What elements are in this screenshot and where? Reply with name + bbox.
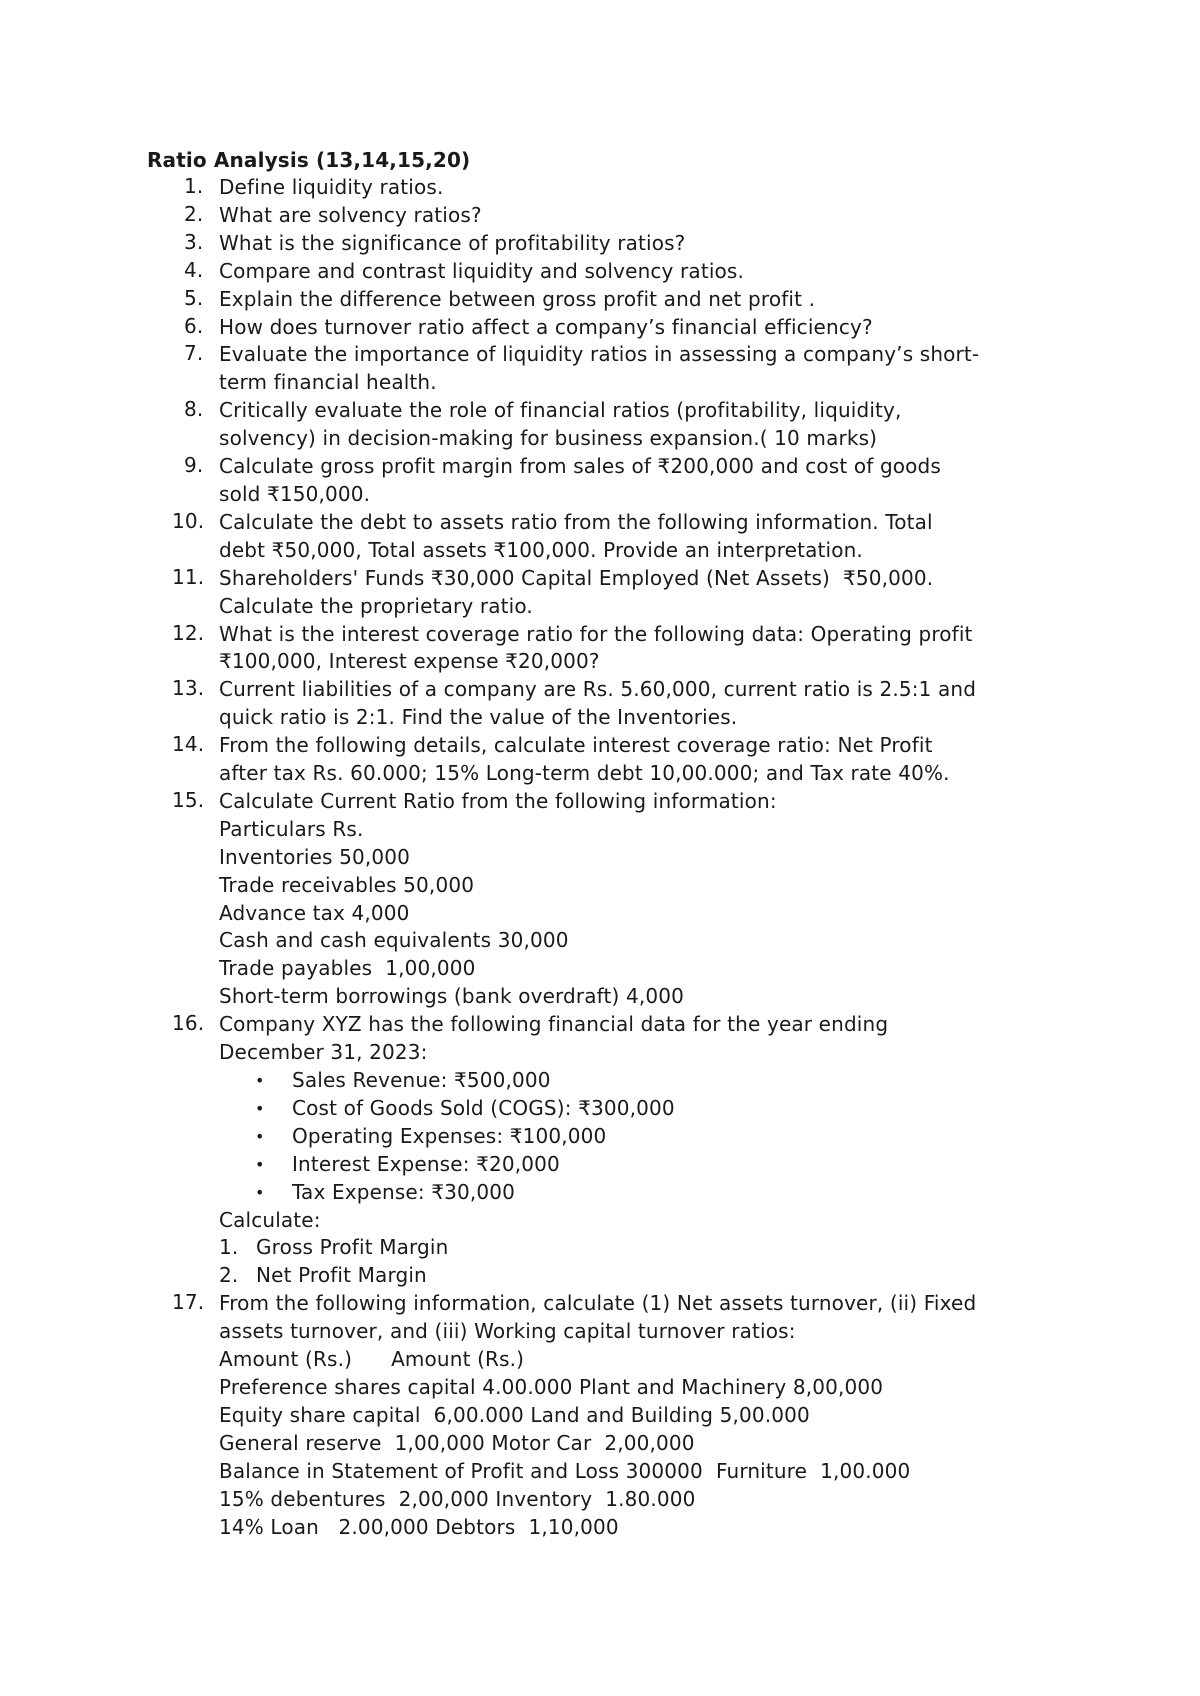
question-3 [147, 230, 1067, 258]
q16-calculate-label: Calculate: [219, 1207, 321, 1232]
question-text [219, 732, 1067, 788]
bullet-dot-icon: • [255, 1071, 265, 1090]
question-text [219, 202, 1067, 230]
text-line: debt ₹50,000, Total assets ₹100,000. Provide an interpretation. [219, 537, 863, 562]
question-text [219, 676, 1067, 732]
text-line: Trade receivables 50,000 [219, 872, 475, 897]
question-2 [147, 202, 1067, 230]
text-line: Inventories 50,000 [219, 844, 411, 869]
sub-item-number: 1. [219, 1235, 239, 1260]
bullet-text: Operating Expenses: ₹100,000 [292, 1123, 607, 1148]
text-line: Equity share capital 6,00.000 Land and Building 5,00.000 [219, 1402, 810, 1427]
question-13 [147, 676, 1067, 732]
question-text [219, 230, 1067, 258]
question-number: 7. [184, 341, 204, 366]
bullet-dot-icon: • [255, 1126, 265, 1146]
text-line: Amount (Rs.) Amount (Rs.) [219, 1347, 525, 1372]
question-text [219, 1011, 1067, 1067]
text-line: Explain the difference between gross profit and net profit . [219, 286, 816, 311]
question-7 [147, 341, 1067, 397]
text-line: Calculate gross profit margin from sales of ₹200,000 and cost of goods [219, 454, 941, 479]
bullet-dot-icon: • [255, 1182, 265, 1202]
question-number: 16. [172, 1011, 205, 1036]
question-text [219, 314, 1067, 342]
question-number: 14. [172, 732, 205, 757]
text-line: Preference shares capital 4.00.000 Plant and Machinery 8,00,000 [219, 1374, 884, 1399]
text-line: ₹100,000, Interest expense ₹20,000? [219, 649, 600, 674]
question-number: 17. [172, 1290, 205, 1315]
text-line: What are solvency ratios? [219, 202, 482, 227]
text-line: Company XYZ has the following financial data for the year ending [219, 1012, 889, 1037]
document-title: Ratio Analysis (13,14,15,20) [147, 148, 471, 172]
question-number: 11. [172, 564, 205, 589]
text-line: 15% debentures 2,00,000 Inventory 1.80.000 [219, 1486, 696, 1511]
question-text [219, 788, 1067, 1011]
question-number: 4. [184, 257, 204, 282]
question-10 [147, 509, 1067, 565]
text-line: 14% Loan 2.00,000 Debtors 1,10,000 [219, 1514, 619, 1539]
bullet-text: Tax Expense: ₹30,000 [292, 1179, 516, 1204]
text-line: What is the significance of profitability ratios? [219, 230, 686, 255]
sub-item-text: Gross Profit Margin [256, 1235, 449, 1260]
question-text [219, 174, 1067, 202]
text-line: Shareholders' Funds ₹30,000 Capital Employed (Net Assets) ₹50,000. [219, 565, 934, 590]
bullet-text: Interest Expense: ₹20,000 [292, 1151, 560, 1176]
question-number: 9. [184, 453, 204, 478]
text-line: From the following information, calculate (1) Net assets turnover, (ii) Fixed [219, 1291, 977, 1316]
q16-details [147, 1067, 1067, 1290]
text-line: Calculate the debt to assets ratio from the following information. Total [219, 509, 933, 534]
question-text [219, 258, 1067, 286]
question-17 [147, 1290, 1067, 1541]
text-line: From the following details, calculate interest coverage ratio: Net Profit [219, 733, 933, 758]
q16-bullet-list [219, 1067, 1067, 1207]
bullet-item [219, 1067, 1067, 1095]
q16-sub-list [219, 1234, 1067, 1290]
sub-item-text: Net Profit Margin [256, 1263, 427, 1288]
question-text [219, 397, 1067, 453]
text-line: Calculate Current Ratio from the following information: [219, 788, 777, 813]
question-6 [147, 314, 1067, 342]
question-16 [147, 1011, 1067, 1067]
question-number: 6. [184, 313, 204, 338]
question-1 [147, 174, 1067, 202]
text-line: December 31, 2023: [219, 1040, 428, 1065]
text-line: Advance tax 4,000 [219, 900, 410, 925]
text-line: How does turnover ratio affect a company’s financial efficiency? [219, 314, 873, 339]
bullet-item [219, 1151, 1067, 1179]
document-page [147, 146, 1067, 1541]
text-line: Critically evaluate the role of financial ratios (profitability, liquidity, [219, 398, 902, 423]
question-number: 2. [184, 201, 204, 226]
question-text [219, 509, 1067, 565]
question-text [219, 341, 1067, 397]
text-line: solvency) in decision-making for business expansion.( 10 marks) [219, 426, 878, 451]
text-line: General reserve 1,00,000 Motor Car 2,00,000 [219, 1430, 695, 1455]
sub-item [219, 1234, 1067, 1262]
text-line: Calculate the proprietary ratio. [219, 593, 533, 618]
text-line: Evaluate the importance of liquidity ratios in assessing a company’s short- [219, 342, 980, 367]
text-line: Trade payables 1,00,000 [219, 956, 476, 981]
question-text [219, 1290, 1067, 1541]
text-line: Particulars Rs. [219, 816, 364, 841]
question-number: 8. [184, 397, 204, 422]
question-number: 13. [172, 676, 205, 701]
question-number: 5. [184, 285, 204, 310]
question-9 [147, 453, 1067, 509]
question-text [219, 286, 1067, 314]
sub-item [219, 1262, 1067, 1290]
question-15 [147, 788, 1067, 1011]
question-list [147, 174, 1067, 1067]
question-number: 10. [172, 508, 205, 533]
text-line: Short-term borrowings (bank overdraft) 4,000 [219, 984, 684, 1009]
question-5 [147, 286, 1067, 314]
text-line: assets turnover, and (iii) Working capital turnover ratios: [219, 1319, 796, 1344]
bullet-item [219, 1179, 1067, 1207]
sub-item-number: 2. [219, 1263, 239, 1288]
question-number: 12. [172, 620, 205, 645]
text-line: What is the interest coverage ratio for the following data: Operating profit [219, 621, 973, 646]
question-14 [147, 732, 1067, 788]
bullet-text: Sales Revenue: ₹500,000 [292, 1068, 551, 1092]
question-12 [147, 621, 1067, 677]
question-8 [147, 397, 1067, 453]
text-line: Compare and contrast liquidity and solvency ratios. [219, 258, 744, 283]
bullet-item [219, 1123, 1067, 1151]
question-text [219, 621, 1067, 677]
text-line: after tax Rs. 60.000; 15% Long-term debt 10,00.000; and Tax rate 40%. [219, 761, 950, 786]
text-line: Balance in Statement of Profit and Loss 300000 Furniture 1,00.000 [219, 1458, 911, 1483]
question-text [219, 453, 1067, 509]
text-line: sold ₹150,000. [219, 481, 371, 506]
text-line: term financial health. [219, 370, 437, 395]
text-line: Define liquidity ratios. [219, 175, 444, 199]
question-number: 15. [172, 787, 205, 812]
text-line: quick ratio is 2:1. Find the value of the Inventories. [219, 705, 738, 730]
question-11 [147, 565, 1067, 621]
bullet-dot-icon: • [255, 1154, 265, 1174]
text-line: Current liabilities of a company are Rs. 5.60,000, current ratio is 2.5:1 and [219, 677, 977, 702]
bullet-dot-icon: • [255, 1098, 265, 1118]
text-line: Cash and cash equivalents 30,000 [219, 928, 569, 953]
question-number: 3. [184, 229, 204, 254]
bullet-text: Cost of Goods Sold (COGS): ₹300,000 [292, 1095, 675, 1120]
bullet-item [219, 1095, 1067, 1123]
question-number: 1. [184, 174, 204, 198]
question-text [219, 565, 1067, 621]
question-4 [147, 258, 1067, 286]
